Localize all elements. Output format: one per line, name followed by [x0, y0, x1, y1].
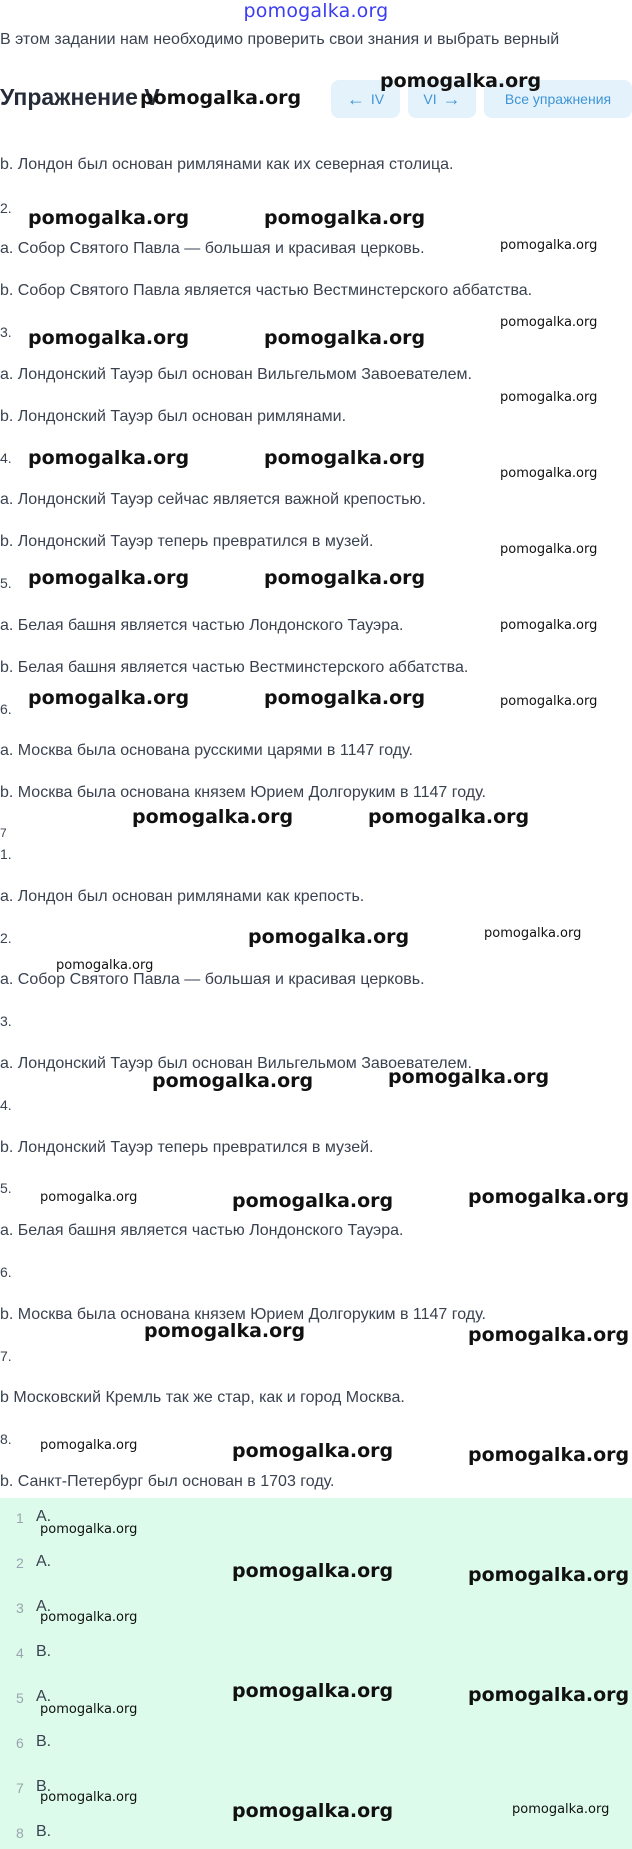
watermark: pomogalka.org: [500, 390, 598, 405]
statement-1b: b. Лондон был основан римлянами как их северная столица.: [0, 156, 454, 173]
all-exercises-label: Все упражнения: [504, 91, 612, 107]
item-number: 8.: [0, 1431, 12, 1447]
answer-value: B.: [36, 1823, 52, 1840]
item-number: 2.: [0, 200, 12, 216]
watermark: pomogalka.org: [380, 70, 542, 92]
watermark: pomogalka.org: [232, 1440, 394, 1462]
item-number: 5.: [0, 1180, 12, 1196]
answer-value: A.: [36, 1508, 52, 1525]
item-number: 1.: [0, 846, 12, 862]
next-exercise-label: VI: [423, 91, 437, 107]
statement-5b: b. Белая башня является частью Вестминстерского аббатства.: [0, 659, 469, 676]
watermark: pomogalka.org: [40, 1702, 138, 1717]
answer-number: 1: [16, 1510, 24, 1526]
item-number: 7.: [0, 1348, 12, 1364]
watermark: pomogalka.org: [500, 238, 598, 253]
intro-text: В этом задании нам необходимо проверить свои знания и выбрать верный: [0, 31, 560, 48]
item-number: 6.: [0, 1264, 12, 1280]
answer-value: B.: [36, 1778, 52, 1795]
watermark: pomogalka.org: [144, 1320, 306, 1342]
answer-statement-3: a. Лондонский Тауэр был основан Вильгельмом Завоевателем.: [0, 1055, 472, 1072]
answer-number: 4: [16, 1645, 24, 1661]
answer-statement-5: a. Белая башня является частью Лондонского Тауэра.: [0, 1222, 404, 1239]
watermark: pomogalka.org: [40, 1522, 138, 1537]
statement-3a: a. Лондонский Тауэр был основан Вильгельмом Завоевателем.: [0, 366, 472, 383]
answer-value: B.: [36, 1733, 52, 1750]
statement-2a: a. Собор Святого Павла — большая и красивая церковь.: [0, 240, 425, 257]
item-number: 4.: [0, 1097, 12, 1113]
statement-5a: a. Белая башня является частью Лондонского Тауэра.: [0, 617, 404, 634]
watermark: pomogalka.org: [28, 567, 190, 589]
item-number: 3.: [0, 1013, 12, 1029]
watermark: pomogalka.org: [232, 1800, 394, 1822]
watermark: pomogalka.org: [500, 618, 598, 633]
watermark: pomogalka.org: [264, 327, 426, 349]
answer-number: 3: [16, 1600, 24, 1616]
statement-6b: b. Москва была основана князем Юрием Долгоруким в 1147 году.: [0, 784, 486, 801]
answer-number: 8: [16, 1825, 24, 1841]
watermark: pomogalka.org: [232, 1560, 394, 1582]
statement-4a: a. Лондонский Тауэр сейчас является важной крепостью.: [0, 491, 426, 508]
arrow-right-icon: →: [442, 89, 461, 109]
watermark: pomogalka.org: [468, 1186, 630, 1208]
site-logo[interactable]: pomogalka.org: [243, 0, 389, 22]
prev-exercise-label: IV: [370, 91, 385, 107]
watermark: pomogalka.org: [152, 1070, 314, 1092]
answer-statement-6: b. Москва была основана князем Юрием Долгоруким в 1147 году.: [0, 1306, 486, 1323]
item-number: 6.: [0, 701, 12, 717]
watermark: pomogalka.org: [28, 687, 190, 709]
watermark: pomogalka.org: [232, 1680, 394, 1702]
section-number: 7: [0, 826, 7, 840]
watermark: pomogalka.org: [40, 1190, 138, 1205]
statement-2b: b. Собор Святого Павла является частью Вестминстерского аббатства.: [0, 282, 533, 299]
watermark: pomogalka.org: [500, 466, 598, 481]
watermark: pomogalka.org: [248, 926, 410, 948]
answer-number: 7: [16, 1780, 24, 1796]
watermark: pomogalka.org: [484, 926, 582, 941]
watermark: pomogalka.org: [40, 1438, 138, 1453]
answer-value: A.: [36, 1553, 52, 1570]
statement-4b: b. Лондонский Тауэр теперь превратился в музей.: [0, 533, 374, 550]
watermark: pomogalka.org: [264, 447, 426, 469]
watermark: pomogalka.org: [468, 1684, 630, 1706]
table-row: [0, 1633, 632, 1677]
watermark: pomogalka.org: [500, 315, 598, 330]
watermark: pomogalka.org: [132, 806, 294, 828]
item-number: 2.: [0, 930, 12, 946]
watermark: pomogalka.org: [264, 207, 426, 229]
answer-statement-8: b. Санкт-Петербург был основан в 1703 году.: [0, 1473, 335, 1490]
answer-statement-1: a. Лондон был основан римлянами как крепость.: [0, 888, 365, 905]
answer-value: B.: [36, 1643, 52, 1660]
item-number: 5.: [0, 575, 12, 591]
watermark: pomogalka.org: [264, 567, 426, 589]
watermark: pomogalka.org: [468, 1444, 630, 1466]
arrow-left-icon: ←: [346, 89, 365, 109]
watermark: pomogalka.org: [28, 447, 190, 469]
answer-statement-4: b. Лондонский Тауэр теперь превратился в музей.: [0, 1139, 374, 1156]
answer-statement-7: b Московский Кремль так же стар, как и город Москва.: [0, 1389, 405, 1406]
watermark: pomogalka.org: [232, 1190, 394, 1212]
watermark: pomogalka.org: [468, 1324, 630, 1346]
page-title: Упражнение V: [0, 84, 160, 110]
statement-3b: b. Лондонский Тауэр был основан римлянами.: [0, 408, 347, 425]
watermark: pomogalka.org: [28, 207, 190, 229]
item-number: 3.: [0, 324, 12, 340]
item-number: 4.: [0, 450, 12, 466]
watermark: pomogalka.org: [56, 958, 154, 973]
table-row: [0, 1723, 632, 1767]
watermark: pomogalka.org: [264, 687, 426, 709]
watermark: pomogalka.org: [40, 1790, 138, 1805]
answer-statement-2: a. Собор Святого Павла — большая и красивая церковь.: [0, 971, 425, 988]
watermark: pomogalka.org: [500, 694, 598, 709]
answer-number: 6: [16, 1735, 24, 1751]
answer-number: 2: [16, 1555, 24, 1571]
answer-number: 5: [16, 1690, 24, 1706]
statement-6a: a. Москва была основана русскими царями в 1147 году.: [0, 742, 413, 759]
answer-value: A.: [36, 1598, 52, 1615]
watermark: pomogalka.org: [40, 1610, 138, 1625]
answer-value: A.: [36, 1688, 52, 1705]
watermark: pomogalka.org: [140, 87, 302, 109]
watermark: pomogalka.org: [500, 542, 598, 557]
watermark: pomogalka.org: [468, 1564, 630, 1586]
watermark: pomogalka.org: [512, 1802, 610, 1817]
watermark: pomogalka.org: [388, 1066, 550, 1088]
watermark: pomogalka.org: [368, 806, 530, 828]
watermark: pomogalka.org: [28, 327, 190, 349]
